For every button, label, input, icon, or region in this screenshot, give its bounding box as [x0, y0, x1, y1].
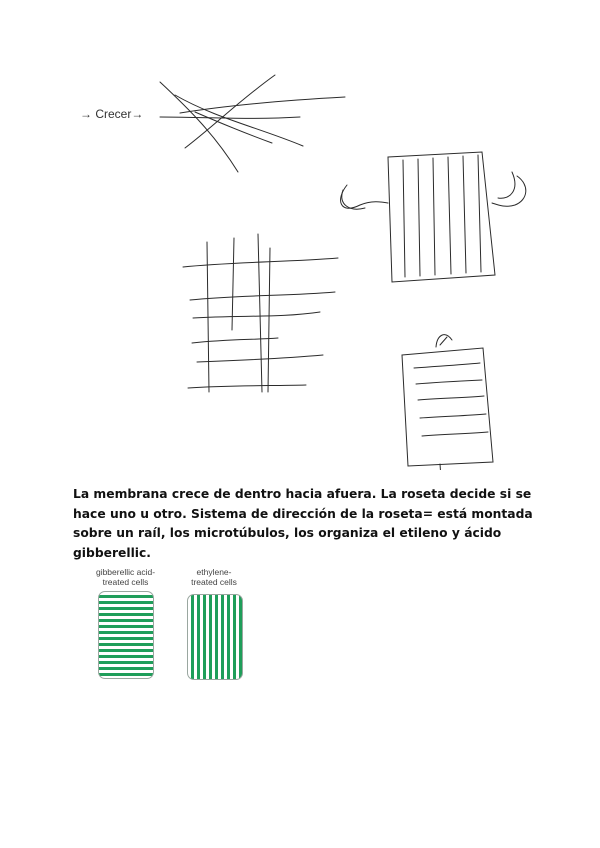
body-paragraph: La membrana crece de dentro hacia afuera. La roseta decide si se hace uno u otro. Sistema de dirección de la roseta= está montada sobre un raíl, los microtúbulos, los organiza el etileno y ácido gibberellic. — [73, 487, 533, 560]
crossing-lines-drawing — [160, 75, 345, 172]
gibberellic-label-line2: treated cells — [102, 577, 149, 587]
gibberellic-label — [88, 567, 163, 587]
striped-cell-drawing — [341, 152, 526, 282]
ethylene-treated-cell-image — [187, 594, 243, 680]
grow-direction-label: → Crecer→ — [80, 107, 144, 121]
ethylene-label — [178, 567, 250, 587]
grid-drawing — [183, 234, 338, 392]
ethylene-label-line1: ethylene- — [196, 567, 232, 577]
gibberellic-treated-cell-image — [98, 591, 154, 679]
gibberellic-label-line1: gibberellic acid- — [95, 567, 156, 577]
ethylene-label-line2: treated cells — [191, 577, 237, 587]
horizontal-striped-cell-drawing — [402, 335, 493, 470]
